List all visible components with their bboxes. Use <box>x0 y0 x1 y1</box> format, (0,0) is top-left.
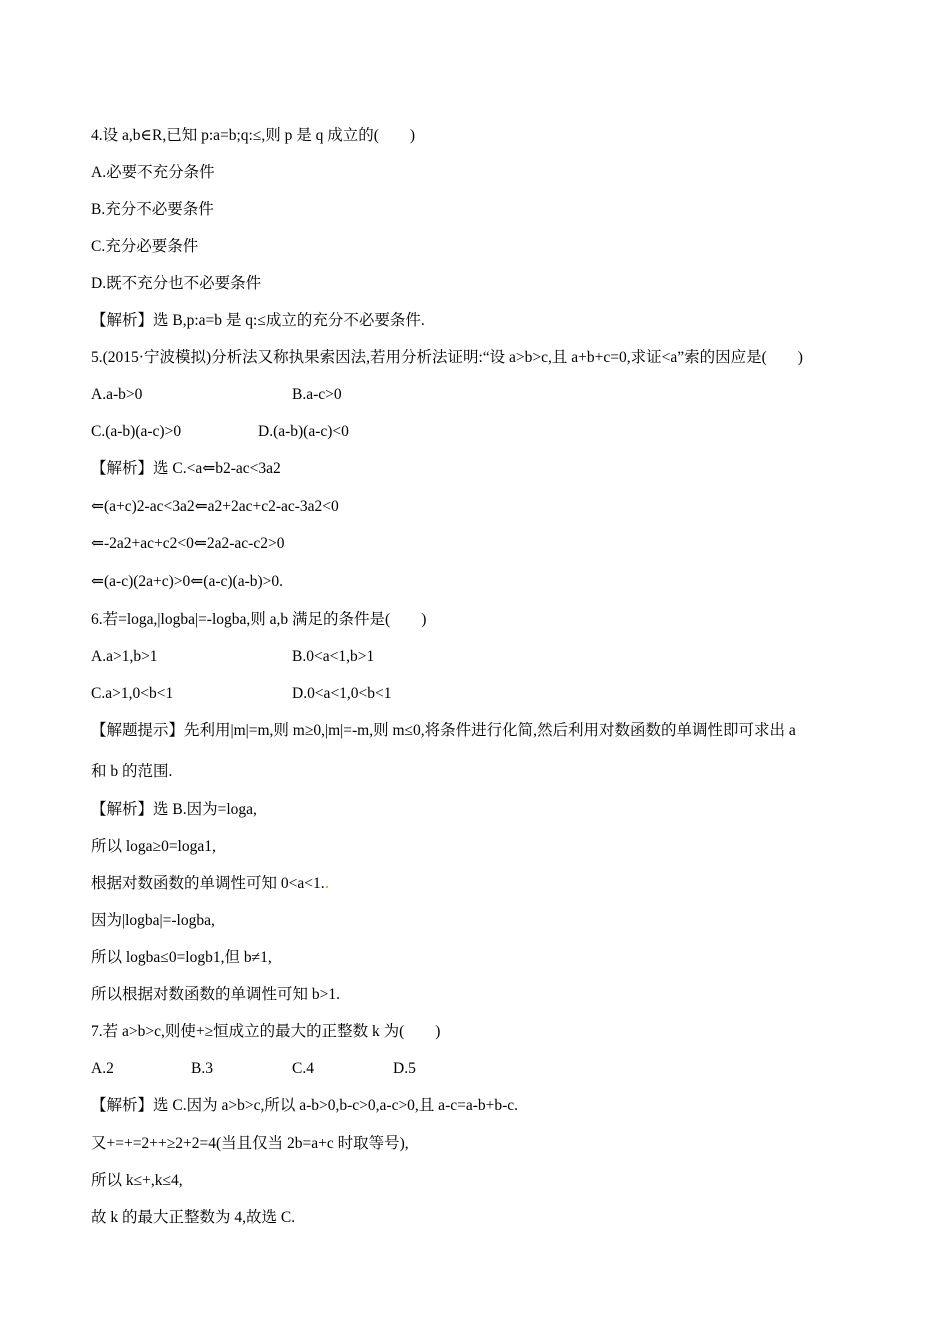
q5-stem: 5.(2015·宁波模拟)分析法又称执果索因法,若用分析法证明:“设 a>b>c,且 a+b+c=0,求证<a”索的因应是( ) <box>91 349 803 366</box>
q5-option-d: D.(a-b)(a-c)<0 <box>258 423 349 440</box>
q5-analysis-line-2: ⇐(a+c)2-ac<3a2⇐a2+2ac+c2-ac-3a2<0 <box>91 498 339 515</box>
q4-option-c: C.充分必要条件 <box>91 238 199 255</box>
q5-option-a: A.a-b>0 <box>91 386 143 403</box>
q6-hint-line-2: 和 b 的范围. <box>91 763 173 780</box>
q4-option-d: D.既不充分也不必要条件 <box>91 275 262 292</box>
q6-analysis-line-4: 因为|logba|=-logba, <box>91 912 215 929</box>
q5-option-c: C.(a-b)(a-c)>0 <box>91 423 182 440</box>
q6-stem: 6.若=loga,|logba|=-logba,则 a,b 满足的条件是( ) <box>91 611 427 628</box>
q7-analysis-line-3: 所以 k≤+,k≤4, <box>91 1172 183 1189</box>
q4-option-b: B.充分不必要条件 <box>91 201 214 218</box>
q7-analysis-line-4: 故 k 的最大正整数为 4,故选 C. <box>91 1209 296 1226</box>
q6-option-a: A.a>1,b>1 <box>91 648 158 665</box>
q4-analysis: 【解析】选 B,p:a=b 是 q:≤成立的充分不必要条件. <box>91 312 425 329</box>
q7-option-a: A.2 <box>91 1060 114 1077</box>
q7-option-d: D.5 <box>393 1060 416 1077</box>
q4-option-a: A.必要不充分条件 <box>91 164 215 181</box>
q6-analysis-line-5: 所以 logba≤0=logb1,但 b≠1, <box>91 949 272 966</box>
q6-analysis-line-1: 【解析】选 B.因为=loga, <box>91 801 257 818</box>
q7-analysis-line-2: 又+=+=2++≥2+2=4(当且仅当 2b=a+c 时取等号), <box>91 1135 409 1152</box>
q6-hint-line-1: 【解题提示】先利用|m|=m,则 m≥0,|m|=-m,则 m≤0,将条件进行化简,然后利用对数函数的单调性即可求出 a <box>91 722 796 739</box>
q6-analysis-line-3 <box>91 874 328 894</box>
q6-option-b: B.0<a<1,b>1 <box>292 648 375 665</box>
q6-option-d: D.0<a<1,0<b<1 <box>292 685 392 702</box>
q5-option-b: B.a-c>0 <box>292 386 342 403</box>
q6-analysis-line-3-text: 根据对数函数的单调性可知 0<a<1. <box>91 875 325 892</box>
q5-analysis-line-1: 【解析】选 C.<a⇐b2-ac<3a2 <box>91 460 281 477</box>
q5-analysis-line-4: ⇐(a-c)(2a+c)>0⇐(a-c)(a-b)>0. <box>91 573 284 590</box>
q5-analysis-line-3: ⇐-2a2+ac+c2<0⇐2a2-ac-c2>0 <box>91 535 285 552</box>
q7-option-c: C.4 <box>292 1060 314 1077</box>
q6-analysis-line-2: 所以 loga≥0=loga1, <box>91 838 216 855</box>
q7-analysis-line-1: 【解析】选 C.因为 a>b>c,所以 a-b>0,b-c>0,a-c>0,且 a-c=a-b+b-c. <box>91 1097 519 1114</box>
q7-option-b: B.3 <box>191 1060 213 1077</box>
q6-analysis-line-6: 所以根据对数函数的单调性可知 b>1. <box>91 986 340 1003</box>
q6-option-c: C.a>1,0<b<1 <box>91 685 174 702</box>
q4-stem: 4.设 a,b∈R,已知 p:a=b;q:≤,则 p 是 q 成立的( ) <box>91 127 416 144</box>
highlight-mark <box>326 886 328 888</box>
q7-stem: 7.若 a>b>c,则使+≥恒成立的最大的正整数 k 为( ) <box>91 1023 441 1040</box>
